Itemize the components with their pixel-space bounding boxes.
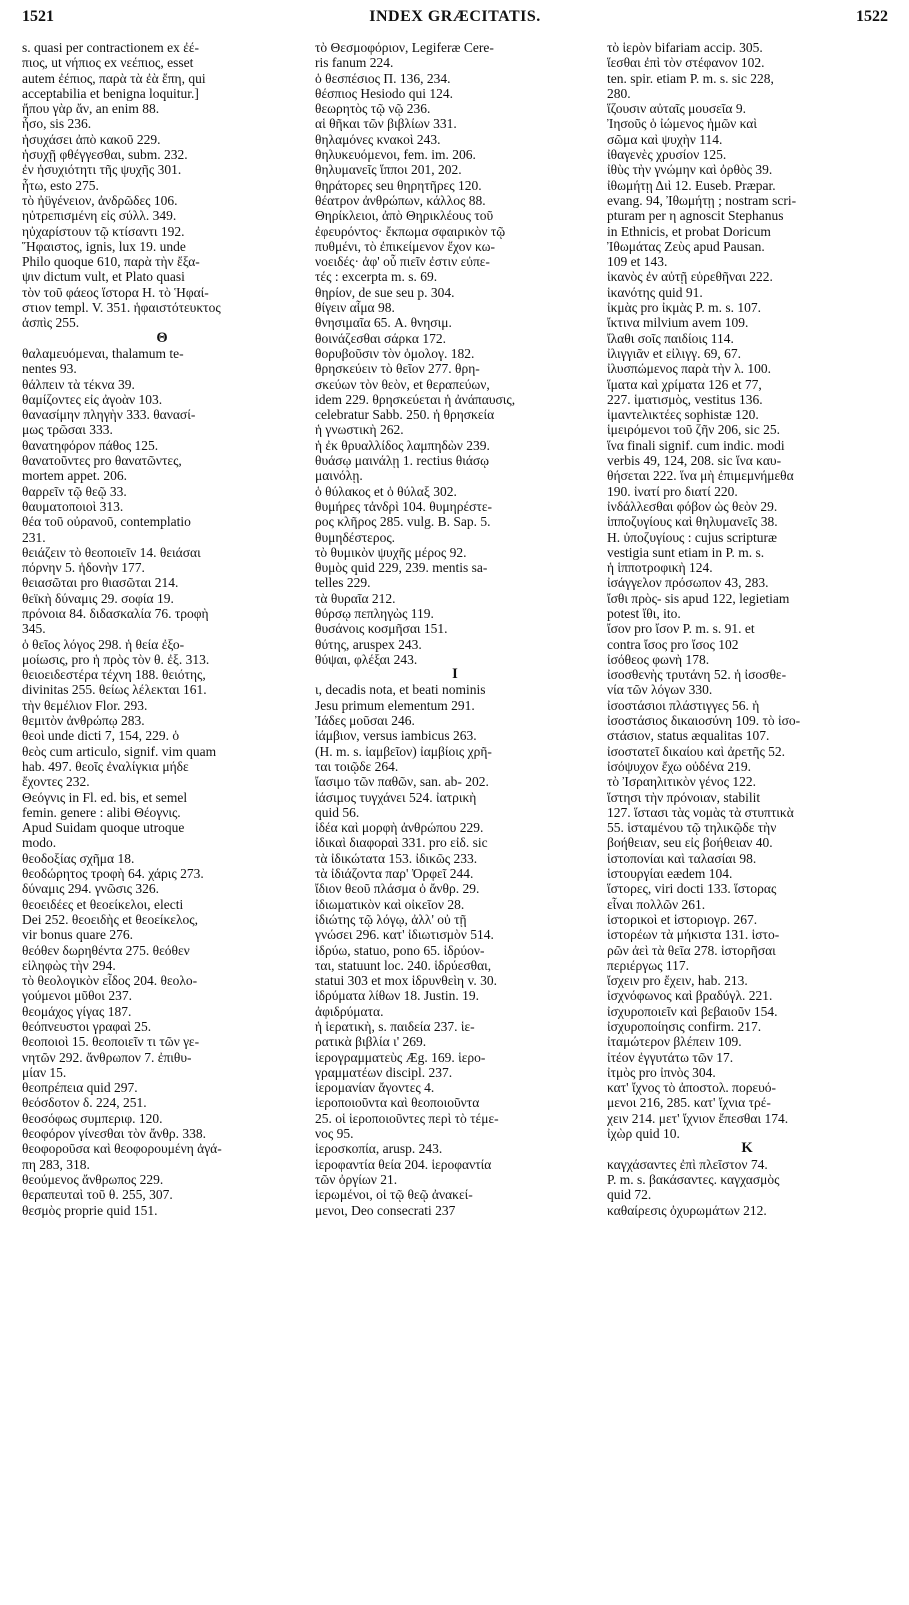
index-entry-line: hab. 497. θεοῖς ἐναλίγκια μήδε [22,758,189,774]
index-entry-line: Philo quoque 610, παρὰ τὴν ἔξα- [22,254,200,270]
index-entry-line: θάλπειν τὰ τέκνα 39. [22,376,135,392]
index-entry-line: ἰσοστάσιος δικαιοσύνη 109. τὸ ἰσο- [607,713,801,729]
index-entry-line: θυσάνοις κοσμῆσαι 151. [315,621,448,637]
index-entry-line: θεοφόρον γίνεσθαι τὸν ἄνθρ. 338. [22,1126,206,1142]
index-entry-line: ἡ ἐκ θρυαλλίδος λαμπηδὼν 239. [315,437,490,453]
index-entry-line: τὸν τοῦ φάεος ἵστορα H. τὸ Ἡφαί- [22,284,209,300]
index-entry-line: ἰσχυροποίησις confirm. 217. [607,1019,762,1034]
index-entry-line: ἀφιδρύματα. [315,1003,384,1019]
index-entry-line: ηὐτρεπισμένη εἰς σύλλ. 349. [22,208,177,224]
index-entry-line: μενοι, Deo consecrati 237 [315,1202,456,1218]
index-entry-line: ἴσθι πρὸς- sis apud 122, legietiam [607,590,790,606]
index-entry-line: τῶν ὀργίων 21. [315,1171,398,1187]
index-entry-line: θέατρον ἀνθρώπων, κάλλος 88. [315,192,486,208]
page-header [22,8,888,34]
index-entry-line: verbis 49, 124, 208. sic ἵνα καυ- [607,453,782,469]
index-entry-line: 231. [22,529,46,545]
index-entry-line: θεοὶ unde dicti 7, 154, 229. ὁ [22,728,180,744]
index-entry-line: μίαν 15. [22,1064,67,1080]
index-entry-line: ἵζουσιν αὐταῖς μουσεῖα 9. [607,101,746,117]
section-letter: Θ [156,329,168,346]
index-entry-line: θανατοῦντες pro θανατῶντες, [22,453,182,469]
index-entry-line: ἴλαθι σοῖς παιδίοις 114. [607,330,734,346]
index-entry-line: Ἰησοῦς ὁ ἰώμενος ἡμῶν καὶ [607,116,758,132]
index-entry-line: θεόθεν δωρηθέντα 275. θεόθεν [22,942,190,958]
index-entry-line: ἡσυχῇ φθέγγεσθαι, subm. 232. [22,147,188,163]
index-entry-line: ὁ θεῖος λόγος 298. ἡ θεία ἐξο- [22,636,185,652]
index-entry-line: θηράτορες seu θηρητῆρες 120. [315,177,482,193]
index-entry-line: θεϊκὴ δύναμις 29. σοφία 19. [22,590,174,606]
index-entry-line: ἰθαγενὲς χρυσίον 125. [607,147,727,163]
index-entry-line: γούμενοι μῦθοι 237. [22,988,132,1004]
index-entry-line: ἰχὼρ quid 10. [607,1126,680,1142]
index-entry-line: θειάζειν τὸ θεοποιεῖν 14. θειάσαι [22,544,201,560]
index-entry-line: 190. ἱνατί pro διατί 220. [607,483,738,499]
index-entry-line: mortem appet. 206. [22,468,127,484]
index-entry-line: ἦτω, esto 275. [22,177,99,193]
index-entry-line: femin. genere : alibi Θέογνις. [22,804,181,820]
index-entry-line: ἰσοστάσιοι πλάστιγγες 56. ἡ [607,697,760,713]
index-entry-line: θυμὸς quid 229, 239. mentis sa- [315,560,488,576]
index-entry-line: ται, statuunt loc. 240. ἱδρύεσθαι, [315,957,492,973]
index-entry-line: θεοφοροῦσα καὶ θεοφορουμένη ἀγά- [22,1141,222,1157]
running-title: INDEX GRÆCITATIS. [369,8,541,25]
index-entry-line: ἀσπὶς 255. [22,315,80,331]
index-entry-line: ἴσχειν pro ἔχειν, hab. 213. [607,973,748,989]
index-entry-line: ἐφευρόντος· ἔκπωμα σφαιρικὸν τῷ [315,223,506,239]
index-entry-line: νητῶν 292. ἄνθρωπον 7. ἐπιθυ- [22,1049,192,1065]
index-entry-line: τὸ θυμικὸν ψυχῆς μέρος 92. [315,544,467,560]
index-entry-line: θαρρεῖν τῷ θεῷ 33. [22,483,127,499]
index-entry-line: ὁ θεσπέσιος Π. 136, 234. [315,70,451,86]
index-entry-line: pturam per η agnoscit Stephanus [607,208,784,224]
index-entry-line: θανασίμην πληγὴν 333. θανασί- [22,407,196,423]
section-letter: I [452,666,458,683]
index-entry-line: ἦσο, sis 236. [22,116,92,132]
index-entry-line: τὸ ἠϋγένειον, ἀνδρῶδες 106. [22,192,178,208]
index-entry-line: θαυματοποιοὶ 313. [22,498,124,514]
index-entry-line: ἱεροποιοῦντα καὶ θεοποιοῦντα [315,1095,480,1111]
index-entry-line: 227. ἱματισμὸς, vestitus 136. [607,391,763,407]
index-entry-line: ρῶν ἀεὶ τὰ θεῖα 278. ἱστορῆσαι [607,942,776,958]
index-entry-line: ἱεροσκοπία, arusp. 243. [315,1141,443,1157]
index-entry-line: celebratur Sabb. 250. ἡ θρησκεία [315,407,495,423]
index-entry-line: θεόπνευστοι γραφαὶ 25. [22,1019,152,1034]
index-entry-line: ἴκτινα milvium avem 109. [607,315,749,331]
index-column-3 [607,40,887,1218]
index-entry-line: θύψαι, φλέξαι 243. [315,651,418,667]
index-entry-line: περιέργως 117. [607,957,689,973]
index-entry-line: ἰδικαὶ διαφοραὶ 331. pro εἰδ. sic [315,835,488,851]
index-entry-line: ἱπποζυγίους καὶ θηλυμανεῖς 38. [607,514,778,530]
index-entry-line: ἰσοστατεῖ δικαίου καὶ ἀρετῆς 52. [607,743,786,759]
index-entry-line: in Ethnicis, et probat Doricum [607,223,771,239]
index-entry-line: vir bonus quare 276. [22,927,133,943]
index-entry-line: 280. [607,85,631,101]
index-entry-line: ηὐχαρίστουν τῷ κτίσαντι 192. [22,223,185,239]
index-entry-line: ἱκανότης quid 91. [607,284,703,300]
index-entry-line: 345. [22,621,46,637]
index-entry-line: θηλυκευόμενοι, fem. im. 206. [315,147,476,163]
index-entry-line: ἰδιωματικὸν καὶ οἰκεῖον 28. [315,896,465,912]
index-entry-line: θεωρητὸς τῷ νῷ 236. [315,101,431,117]
index-entry-line: τὴν θεμέλιον Flor. 293. [22,697,148,713]
index-entry-line: μαινόλῃ. [315,468,363,484]
index-entry-line: Dei 252. θεοειδὴς et θεοείκελος, [22,911,198,927]
index-entry-line: potest ἴθι, ito. [607,605,681,621]
index-entry-line: τὰ θυραῖα 212. [315,590,396,606]
index-entry-line: νία τῶν λόγων 330. [607,682,713,698]
index-entry-line: ἰτέον ἐγγυτάτω τῶν 17. [607,1049,734,1065]
index-entry-line: τές : excerpta m. s. 69. [315,269,438,285]
index-entry-line: ἱερωμένοι, οἱ τῷ θεῷ ἀνακεί- [315,1187,473,1203]
index-entry-line: θεούμενος ἄνθρωπος 229. [22,1171,164,1187]
index-entry-line: modo. [22,835,57,851]
index-entry-line: ἱερογραμματεὺς Æg. 169. ἱερο- [315,1049,486,1065]
index-entry-line: ἵστορες, viri docti 133. ἵστορας [607,881,777,897]
index-entry-line: (H. m. s. ἰαμβεῖον) ἰαμβίοις χρῆ- [315,743,492,759]
index-entry-line: Ἰθωμάτας Ζεὺς apud Pausan. [607,238,765,254]
index-entry-line: ἱστουργίαι eædem 104. [607,866,733,882]
index-entry-line: ἰλιγγιᾶν et εἰλιγγ. 69, 67. [607,345,741,361]
index-entry-line: θαλαμευόμεναι, thalamum te- [22,345,184,361]
index-entry-line: εἰληφὼς τὴν 294. [22,957,116,973]
index-entry-line: πυθμένι, τὸ ἐπικείμενον ἔχον κω- [315,238,496,254]
index-entry-line: ἱδρύω, statuo, pono 65. ἱδρύον- [315,942,485,958]
index-entry-line: autem ἐέπιος, παρὰ τὰ ἐὰ ἔπη, qui [22,70,206,86]
index-entry-line: ἰσάγγελον πρόσωπον 43, 283. [607,575,769,591]
index-entry-line: ἴδιον θεοῦ πλάσμα ὁ ἄνθρ. 29. [315,881,480,897]
index-entry-line: ἴασιμο τῶν παθῶν, san. ab- 202. [315,774,489,790]
index-entry-line: ten. spir. etiam P. m. s. sic 228, [607,70,774,86]
index-entry-line: Ἰάδες μοῦσαι 246. [315,713,415,729]
index-entry-line: ἡσυχάσει ἀπὸ κακοῦ 229. [22,131,161,147]
index-entry-line: θεμιτὸν ἀνθρώπῳ 283. [22,713,145,729]
index-entry-line: θηρίον, de sue seu p. 304. [315,284,455,300]
index-entry-line: 25. οἱ ἱεροποιοῦντες περὶ τὸ τέμε- [315,1110,499,1126]
index-entry-line: s. quasi per contractionem ex ἐέ- [22,40,200,55]
index-entry-line: χειν 214. μετ' ἴχνιον ἔπεσθαι 174. [607,1110,789,1126]
index-entry-line: ἱμειρόμενοι τοῦ ζῆν 206, sic 25. [607,422,781,438]
index-entry-line: ἵνα finali signif. cum indic. modi [607,437,785,453]
index-entry-line: H. ὑποζυγίους : cujus scripturæ [607,529,778,545]
index-entry-line: Apud Suidam quoque utroque [22,820,185,836]
index-entry-line: νοειδές· ἀφ' οὗ πιεῖν ἐστιν εὐπε- [315,254,490,270]
index-entry-line: 109 et 143. [607,254,668,270]
index-entry-line: στιον templ. V. 351. ἡφαιστότευκτος [22,300,221,316]
index-entry-line: ρος κλῆρος 285. vulg. B. Sap. 5. [315,514,491,530]
index-entry-line: θέα τοῦ οὐρανοῦ, contemplatio [22,514,191,530]
index-entry-line: καθαίρεσις ὀχυρωμάτων 212. [607,1202,767,1218]
index-entry-line: τὸ ἱερὸν bifariam accip. 305. [607,40,763,55]
index-column-1 [22,40,302,1218]
index-entry-line: θεοειδέες et θεοείκελοι, electi [22,896,184,912]
index-entry-line: ἰθὺς τὴν γνώμην καὶ ὀρθὸς 39. [607,162,773,178]
index-entry-line: τὰ ἰδικώτατα 153. ἰδικῶς 233. [315,850,478,866]
index-entry-line: κατ' ἴχνος τὸ ἀποστολ. πορευό- [607,1080,777,1096]
index-entry-line: στάσιον, status æqualitas 107. [607,728,770,744]
index-entry-line: ἰάσιμος τυγχάνει 524. ἰατρικὴ [315,789,477,805]
index-entry-line: ἤπου γὰρ ἄν, an enim 88. [22,101,160,117]
index-entry-line: θέσπιος Hesiodo qui 124. [315,85,453,101]
index-entry-line: ρατικὰ βιβλία ι' 269. [315,1034,427,1050]
index-entry-line: ἰτμὸς pro ἰπνὸς 304. [607,1064,716,1080]
index-entry-line: θεόσδοτον δ. 224, 251. [22,1095,147,1111]
index-entry-line: quid 72. [607,1187,652,1203]
index-entry-line: τὸ θεολογικὸν εἶδος 204. θεολο- [22,973,198,989]
index-entry-line: ἱμαντελικτέες sophistæ 120. [607,407,759,423]
index-entry-line: ἡ γνωστικὴ 262. [315,422,404,438]
index-entry-line: telles 229. [315,575,371,591]
index-entry-line: γνώσει 296. κατ' ἰδιωτισμὸν 514. [315,927,494,943]
index-entry-line: θαμίζοντες εἰς ἀγοὰν 103. [22,391,163,407]
index-entry-line: ἡ ἱπποτροφικὴ 124. [607,560,713,576]
index-entry-line: αἱ θῆκαι τῶν βιβλίων 331. [315,116,457,132]
index-entry-line: ἰλυσπώμενος παρὰ τὴν λ. 100. [607,361,772,377]
index-entry-line: θύρσῳ πεπληγὼς 119. [315,605,434,621]
index-entry-line: P. m. s. βακάσαντες. καγχασμὸς [607,1171,780,1187]
index-entry-line: ἵστησι τὴν πρόνοιαν, stabilit [607,789,761,805]
index-entry-line: θειασῶται pro θιασῶται 214. [22,575,179,591]
index-entry-line: θυμηδέστερος. [315,529,396,545]
index-entry-line: σκεύων τὸν θεὸν, et θεραπεύων, [315,376,490,392]
index-entry-line: Θηρίκλειοι, ἀπὸ Θηρικλέους τοῦ [315,208,494,224]
index-entry-line: θρησκεύειν τὸ θεῖον 277. θρη- [315,361,480,377]
index-entry-line: acceptabilia et benigna loquitur.] [22,85,199,101]
index-entry-line: θανατηφόρον πάθος 125. [22,437,159,453]
index-entry-line: θειοειδεστέρα τέχνη 188. θειότης, [22,667,206,683]
index-entry-line: μοίωσις, pro ἡ πρὸς τὸν θ. ἐξ. 313. [22,651,210,667]
right-page-number: 1522 [856,8,888,25]
index-entry-line: vestigia sunt etiam in P. m. s. [607,544,765,560]
index-entry-line: θεοπρέπεια quid 297. [22,1080,138,1096]
index-entry-line: ris fanum 224. [315,55,394,71]
index-entry-line: ἱστορέων τὰ μήκιστα 131. ἱστο- [607,927,780,943]
index-entry-line: θεοδώρητος τροφὴ 64. χάρις 273. [22,866,204,882]
index-entry-line: evang. 94, Ἰθωμήτῃ ; nostram scri- [607,192,797,208]
index-entry-line: μενοι 216, 285. κατ' ἴχνια τρέ- [607,1095,771,1111]
index-entry-line: ἰθωμήτῃ Διὶ 12. Euseb. Præpar. [607,177,776,193]
index-entry-line: θεοποιοὶ 15. θεοποιεῖν τι τῶν γε- [22,1034,200,1050]
index-entry-line: θηλυμανεῖς ἵπποι 201, 202. [315,162,462,178]
index-entry-line: ται τοιῷδε 264. [315,758,399,774]
index-entry-line: 127. ἵστασι τὰς νομὰς τὰ στυπτικὰ [607,804,794,820]
index-entry-line: πόρνην 5. ἡδονὴν 177. [22,560,145,576]
index-column-2 [315,40,595,1218]
index-entry-line: θορυβοῦσιν τὸν ὁμολογ. 182. [315,345,475,361]
index-entry-line: ἰσχνόφωνος καὶ βραδύγλ. 221. [607,988,773,1004]
index-entry-line: γραμματέων discipl. 237. [315,1064,453,1080]
index-entry-line: ἱεροφαντία θεία 204. ἱεροφαντία [315,1156,492,1172]
left-page-number: 1521 [22,8,54,25]
index-entry-line: idem 229. θρησκεύεται ἡ ἀνάπαυσις, [315,391,516,407]
index-entry-line: ἱκανὸς ἐν αὐτῇ εὑρεθῆναι 222. [607,269,773,285]
index-entry-line: ἵεσθαι ἐπὶ τὸν στέφανον 102. [607,55,765,71]
index-entry-line: ἐν ἡσυχιότητι τῆς ψυχῆς 301. [22,162,182,178]
index-entry-line: θεοδοξίας σχῆμα 18. [22,850,135,866]
index-entry-line: ἰσχυροποιεῖν καὶ βεβαιοῦν 154. [607,1003,778,1019]
index-entry-line: θήσεται 222. ἵνα μὴ ἐπιμεμνήμεθα [607,468,794,484]
index-entry-line: ἰσόθεος φωνὴ 178. [607,651,710,667]
section-letter: K [741,1140,753,1157]
index-entry-line: εἶναι πολλῶν 261. [607,896,706,912]
index-entry-line: ἱερομανίαν ἄγοντες 4. [315,1080,435,1096]
index-entry-line: ὁ θύλακος et ὁ θύλαξ 302. [315,483,457,499]
index-entry-line: contra ἴσος pro ἴσος 102 [607,636,739,652]
index-entry-line: θύτης, aruspex 243. [315,636,422,652]
index-entry-line: θεὸς cum articulo, signif. vim quam [22,743,217,759]
index-entry-line: statui 303 et mox ἱδρυνθεὶη v. 30. [315,973,497,989]
index-entry-line: τὰ ἰδιάζοντα παρ' Ὀρφεῖ 244. [315,866,474,882]
index-entry-line: θυάσῳ μαινάλῃ 1. rectius θιάσῳ [315,453,490,469]
index-entry-line: θεραπευταὶ τοῦ θ. 255, 307. [22,1187,173,1203]
index-entry-line: 55. ἱσταμένου τῷ τηλικῷδε τὴν [607,820,777,836]
index-entry-line: θνησιμαῖα 65. A. θνησιμ. [315,315,452,331]
index-entry-line: quid 56. [315,804,360,820]
index-entry-line: ἰκμὰς pro ἰκμὰς P. m. s. 107. [607,300,761,316]
index-entry-line: ἰνδάλλεσθαι φόβον ὡς θεὸν 29. [607,498,778,514]
index-entry-line: divinitas 255. θείως λέλεκται 161. [22,682,207,698]
index-entry-line: ἰδέα καὶ μορφὴ ἀνθρώπου 229. [315,820,484,836]
index-entry-line: Θεόγνις in Fl. ed. bis, et semel [22,789,188,805]
index-entry-line: Jesu primum elementum 291. [315,697,475,713]
index-entry-line: ψιν dictum vult, et Plato quasi [22,269,185,285]
index-entry-line: nentes 93. [22,361,77,377]
index-entry-line: ἵματα καὶ χρίματα 126 et 77, [607,376,762,392]
index-entry-line: ι, decadis nota, et beati nominis [315,682,486,698]
index-entry-line: θεοσόφως συμπεριφ. 120. [22,1110,163,1126]
index-entry-line: Ἥφαιστος, ignis, lux 19. unde [22,238,186,254]
index-entry-line: θεομάχος γίγας 187. [22,1003,132,1019]
index-entry-line: ἰσοσθενὴς τρυτάνη 52. ἡ ἰσοσθε- [607,667,787,683]
index-entry-line: ἰσόψυχον ἔχω οὐδένα 219. [607,758,751,774]
index-entry-line: θεσμὸς proprie quid 151. [22,1202,158,1218]
index-entry-line: νος 95. [315,1126,354,1142]
index-entry-line: τὸ Ἰσραηλιτικὸν γένος 122. [607,774,756,790]
index-entry-line: ἡ ἱερατικὴ, s. παιδεία 237. ἱε- [315,1019,475,1034]
index-entry-line: ἔχοντες 232. [22,774,90,790]
index-entry-line: πιος, ut νήπιος ex νεέπιος, esset [22,55,194,71]
index-entry-line: ἰδιώτης τῷ λόγῳ, ἀλλ' οὐ τῇ [315,911,467,927]
index-entry-line: ἰταμώτερον βλέπειν 109. [607,1034,742,1050]
index-entry-line: τὸ Θεσμοφόριον, Legiferæ Cere- [315,40,494,55]
index-entry-line: θοινάζεσθαι σάρκα 172. [315,330,446,346]
index-entry-line: θίγειν αἷμα 98. [315,300,395,316]
index-entry-line: μως τρῶσαι 333. [22,422,113,438]
index-entry-line: θηλαμόνες κνακοὶ 243. [315,131,441,147]
index-entry-line: ἴσον pro ἴσον P. m. s. 91. et [607,621,755,637]
index-entry-line: σῶμα καὶ ψυχὴν 114. [607,131,723,147]
index-entry-line: ἰάμβιον, versus iambicus 263. [315,728,477,744]
index-entry-line: δύναμις 294. γνῶσις 326. [22,881,160,897]
index-entry-line: θυμήρες τἀνδρὶ 104. θυμηρέστε- [315,498,493,514]
index-entry-line: ἱστοπονίαι καὶ ταλασίαι 98. [607,850,757,866]
index-entry-line: πη 283, 318. [22,1156,90,1172]
index-entry-line: ἱστορικοὶ et ἱστοριογρ. 267. [607,911,758,927]
index-entry-line: καγχάσαντες ἐπὶ πλεῖστον 74. [607,1156,768,1172]
index-entry-line: πρόνοια 84. διδασκαλία 76. τροφὴ [22,605,209,621]
index-entry-line: βοήθειαν, seu εἰς βοήθειαν 40. [607,835,773,851]
index-entry-line: ἱδρύματα λίθων 18. Justin. 19. [315,988,479,1004]
